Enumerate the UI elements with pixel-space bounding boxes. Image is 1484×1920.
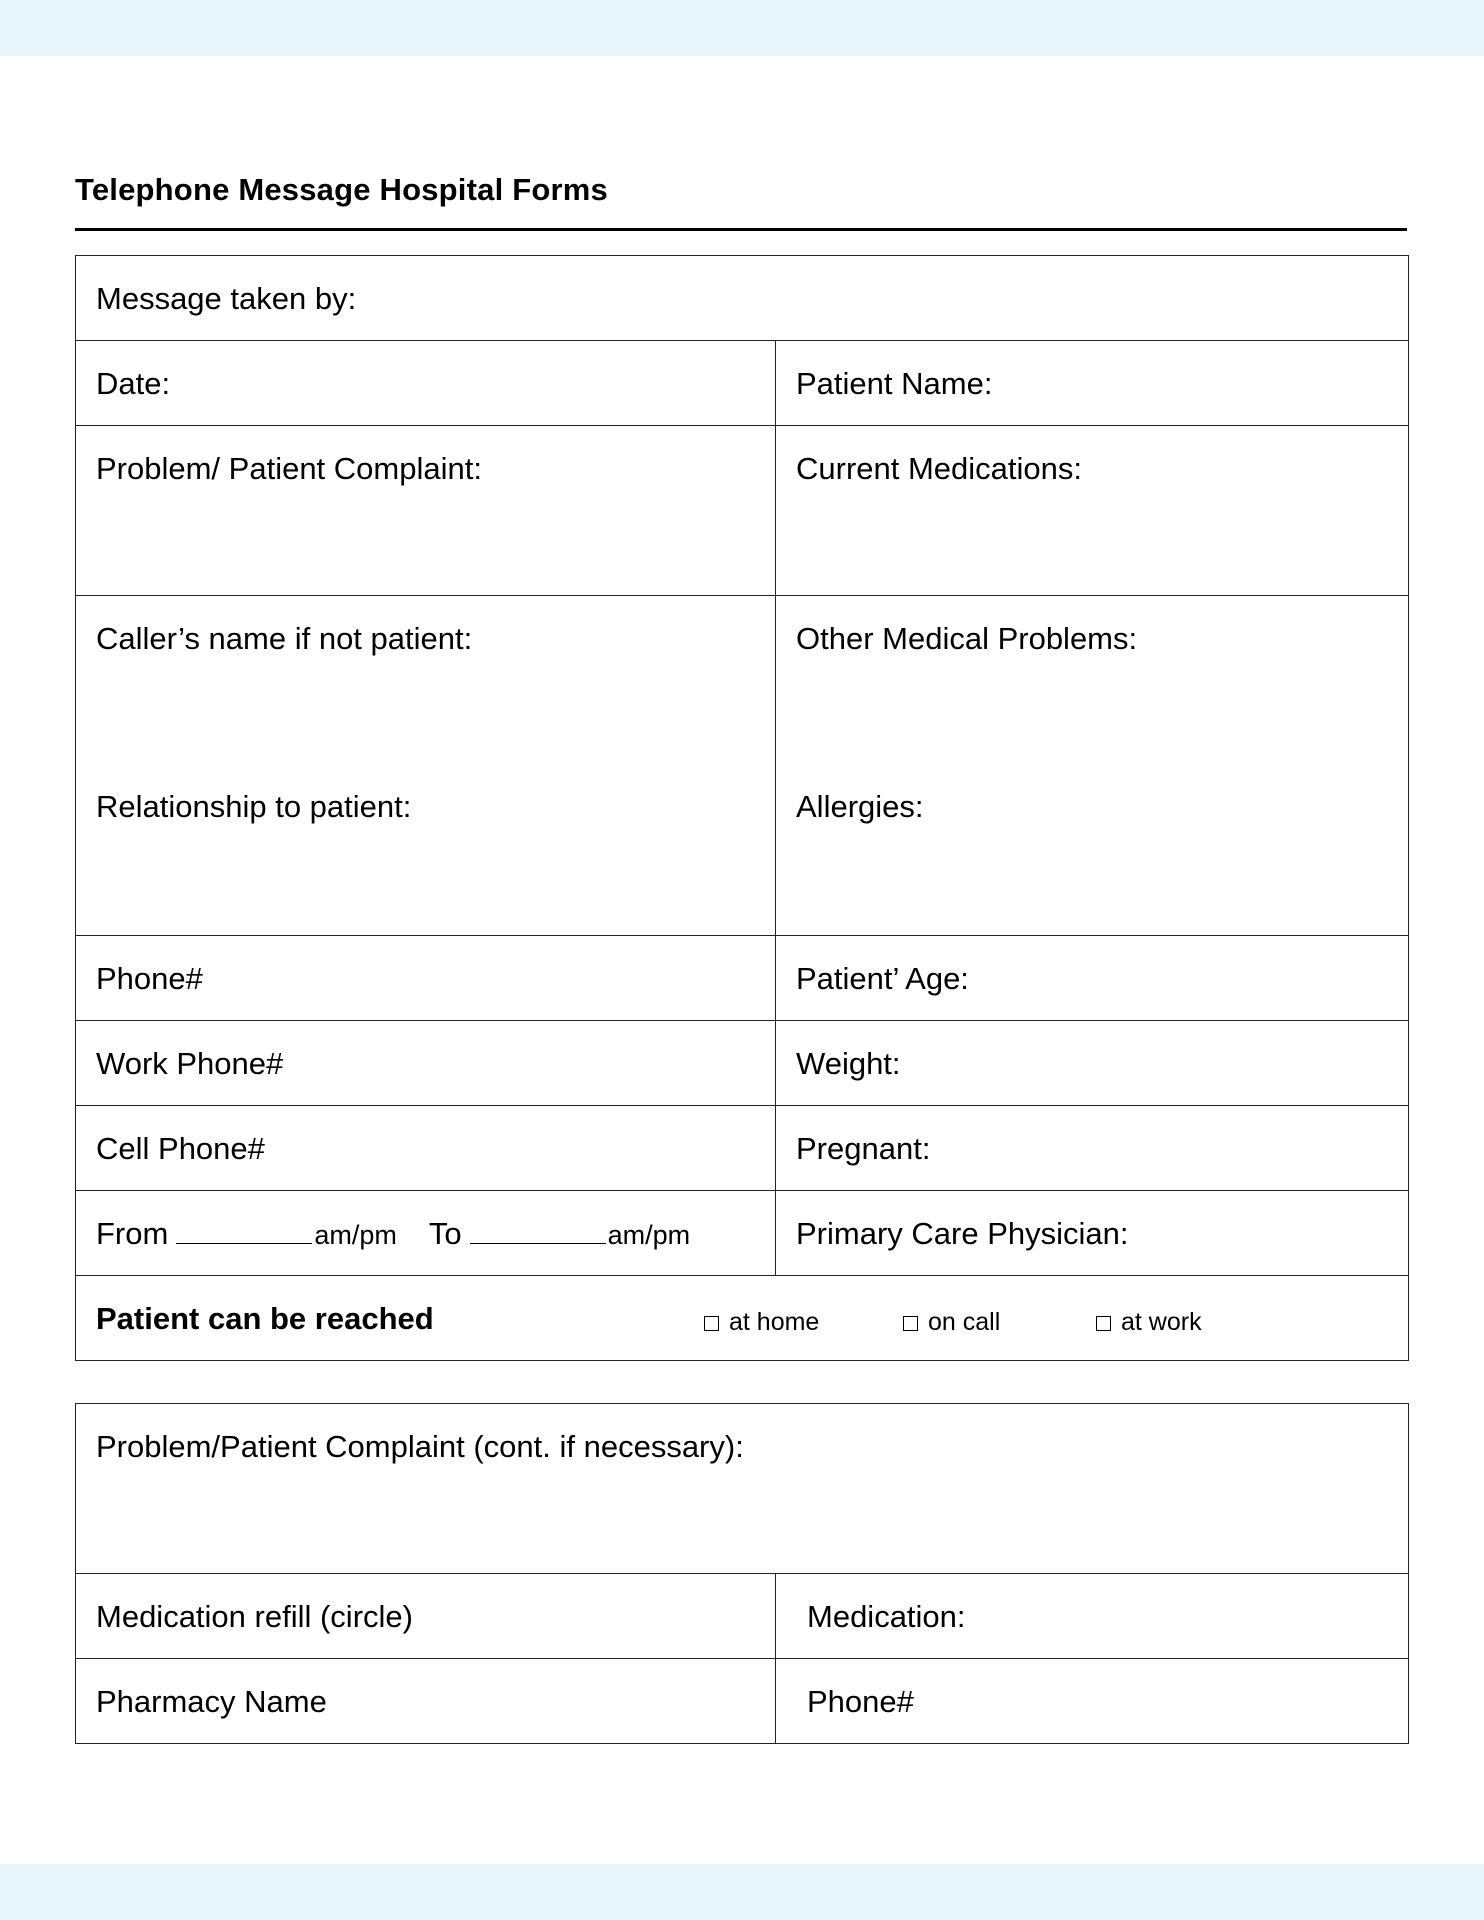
callers-name-label: Caller’s name if not patient: (96, 621, 473, 656)
medication-field[interactable] (776, 1574, 1409, 1659)
patient-name-field[interactable] (776, 341, 1409, 426)
from-ampm: am/pm (314, 1220, 397, 1250)
date-label: Date: (96, 366, 171, 401)
at-work-label: at work (1121, 1308, 1202, 1336)
top-band (0, 0, 1484, 56)
to-ampm: am/pm (607, 1220, 691, 1250)
allergies-label: Allergies: (796, 789, 924, 824)
phone-field[interactable] (76, 936, 776, 1021)
work-phone-label: Work Phone# (96, 1046, 284, 1081)
refill-table (75, 1403, 1409, 1744)
on-call-label: on call (928, 1308, 1001, 1336)
pregnant-field[interactable] (776, 1106, 1409, 1191)
option-at-work[interactable] (1096, 1308, 1202, 1337)
primary-care-physician-field[interactable] (776, 1191, 1409, 1276)
phone-label: Phone# (96, 961, 203, 996)
pregnant-label: Pregnant: (796, 1131, 931, 1166)
weight-field[interactable] (776, 1021, 1409, 1106)
at-home-label: at home (729, 1308, 820, 1336)
title-rule (75, 228, 1407, 231)
reached-row (76, 1276, 1409, 1361)
caller-field[interactable] (76, 596, 776, 936)
pharmacy-name-field[interactable] (76, 1659, 776, 1744)
on-call-checkbox[interactable] (903, 1316, 918, 1331)
to-label: To (428, 1216, 462, 1251)
relationship-label: Relationship to patient: (96, 789, 412, 824)
to-blank[interactable] (470, 1217, 606, 1244)
message-taken-by-label: Message taken by: (96, 281, 357, 316)
form-title: Telephone Message Hospital Forms (75, 172, 608, 207)
patient-age-field[interactable] (776, 936, 1409, 1021)
patient-name-label: Patient Name: (796, 366, 993, 401)
pharmacy-phone-field[interactable] (776, 1659, 1409, 1744)
weight-label: Weight: (796, 1046, 901, 1081)
other-medical-problems-label: Other Medical Problems: (796, 621, 1138, 656)
from-label: From (96, 1216, 169, 1251)
patient-age-label: Patient’ Age: (796, 961, 969, 996)
medication-label: Medication: (807, 1599, 966, 1634)
cell-phone-field[interactable] (76, 1106, 776, 1191)
cell-phone-label: Cell Phone# (96, 1131, 265, 1166)
option-at-home[interactable] (704, 1308, 819, 1337)
pharmacy-name-label: Pharmacy Name (96, 1684, 327, 1719)
work-phone-field[interactable] (76, 1021, 776, 1106)
medication-refill-label: Medication refill (circle) (96, 1599, 413, 1634)
bottom-band (0, 1864, 1484, 1920)
problem-field[interactable] (76, 426, 776, 596)
message-table (75, 255, 1409, 1361)
primary-care-physician-label: Primary Care Physician: (796, 1216, 1129, 1251)
problem-cont-field[interactable] (76, 1404, 1409, 1574)
at-home-checkbox[interactable] (704, 1316, 719, 1331)
date-field[interactable] (76, 341, 776, 426)
problem-label: Problem/ Patient Complaint: (96, 451, 482, 486)
pharmacy-phone-label: Phone# (807, 1684, 914, 1719)
from-blank[interactable] (176, 1217, 312, 1244)
message-taken-by-field[interactable] (76, 256, 1409, 341)
problem-cont-label: Problem/Patient Complaint (cont. if necessary): (96, 1429, 744, 1464)
current-medications-label: Current Medications: (796, 451, 1083, 486)
reached-label: Patient can be reached (96, 1301, 434, 1336)
option-on-call[interactable] (903, 1308, 1000, 1337)
time-range-field[interactable] (76, 1191, 776, 1276)
at-work-checkbox[interactable] (1096, 1316, 1111, 1331)
medical-history-field[interactable] (776, 596, 1409, 936)
medication-refill-field[interactable] (76, 1574, 776, 1659)
current-medications-field[interactable] (776, 426, 1409, 596)
time-range (96, 1191, 755, 1252)
